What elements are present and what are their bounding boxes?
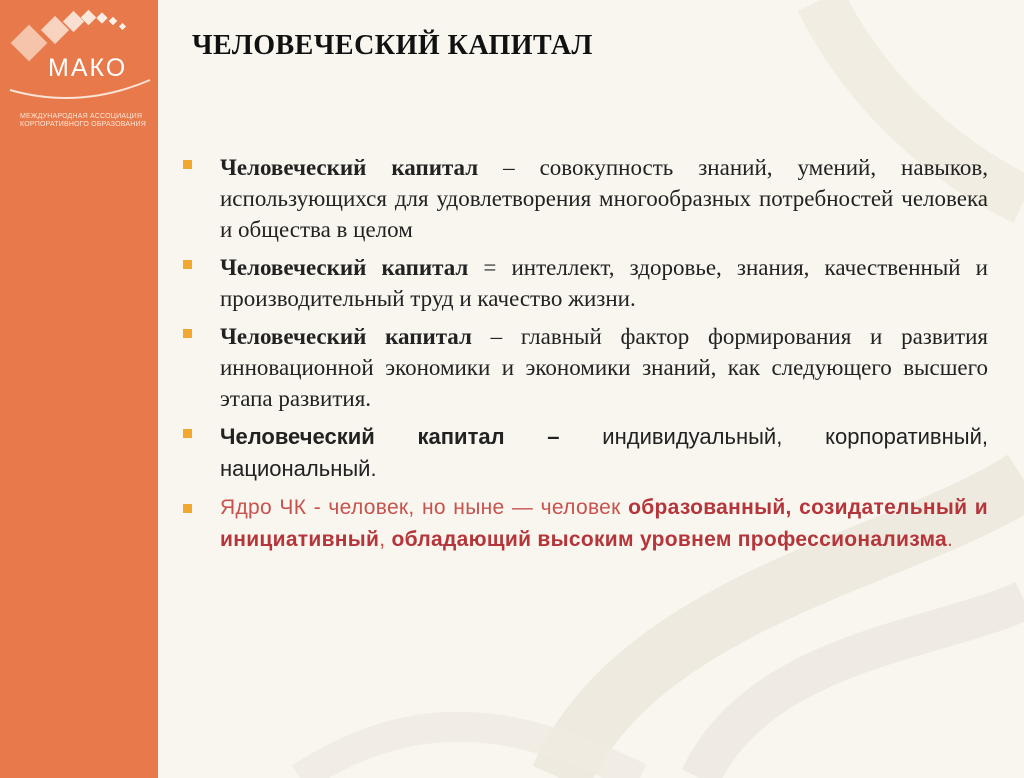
sidebar-band xyxy=(0,0,158,778)
bullet-text xyxy=(220,421,988,485)
square-bullet-icon xyxy=(183,504,192,513)
logo-wordmark: МАКО xyxy=(48,54,128,82)
bullet-lead: Человеческий капитал xyxy=(220,324,472,349)
bullet-rest: – совокупность знаний, умений, навыков, использующихся для удовлетворения многообразных потребностей человека и общества в целом xyxy=(220,155,988,242)
bullet-rest: = интеллект, здоровье, знания, качественный и производительный труд и качество жизни. xyxy=(220,255,988,311)
bullet-item-1 xyxy=(220,152,988,245)
accent-bold-2: обладающий высоким уровнем профессионализма xyxy=(391,528,947,551)
bullet-item-4 xyxy=(220,421,988,485)
bullet-item-accent xyxy=(220,492,988,556)
bullet-item-2 xyxy=(220,252,988,314)
bullet-text xyxy=(220,152,988,245)
logo-subtitle-line-1: МЕЖДУНАРОДНАЯ АССОЦИАЦИЯ xyxy=(20,113,143,120)
slide-title: ЧЕЛОВЕЧЕСКИЙ КАПИТАЛ xyxy=(192,30,593,61)
logo-subtitle-line-2: КОРПОРАТИВНОГО ОБРАЗОВАНИЯ xyxy=(20,121,147,128)
bullet-rest: – главный фактор формирования и развития инновационной экономики и экономики знаний, как следующего высшего этапа развития. xyxy=(220,324,988,411)
bullet-lead: Человеческий капитал – xyxy=(220,424,560,449)
accent-bold-1: образованный, созидательный и инициативный xyxy=(220,496,988,551)
bullet-rest: индивидуальный, корпоративный, национальный. xyxy=(220,424,988,481)
bullet-text xyxy=(220,321,988,414)
logo-subtitle xyxy=(20,113,152,129)
bullet-text xyxy=(220,252,988,314)
accent-text-3: . xyxy=(947,528,954,551)
accent-text-2: , xyxy=(379,528,392,551)
square-bullet-icon xyxy=(183,260,192,269)
square-bullet-icon xyxy=(183,160,192,169)
square-bullet-icon xyxy=(183,329,192,338)
bullet-lead: Человеческий капитал xyxy=(220,155,479,180)
bullet-item-3 xyxy=(220,321,988,414)
accent-text-1: Ядро ЧК - человек, но ныне — человек xyxy=(220,496,629,519)
bullet-text xyxy=(220,492,988,556)
square-bullet-icon xyxy=(183,429,192,438)
bullet-list xyxy=(220,152,988,563)
bullet-lead: Человеческий капитал xyxy=(220,255,469,280)
